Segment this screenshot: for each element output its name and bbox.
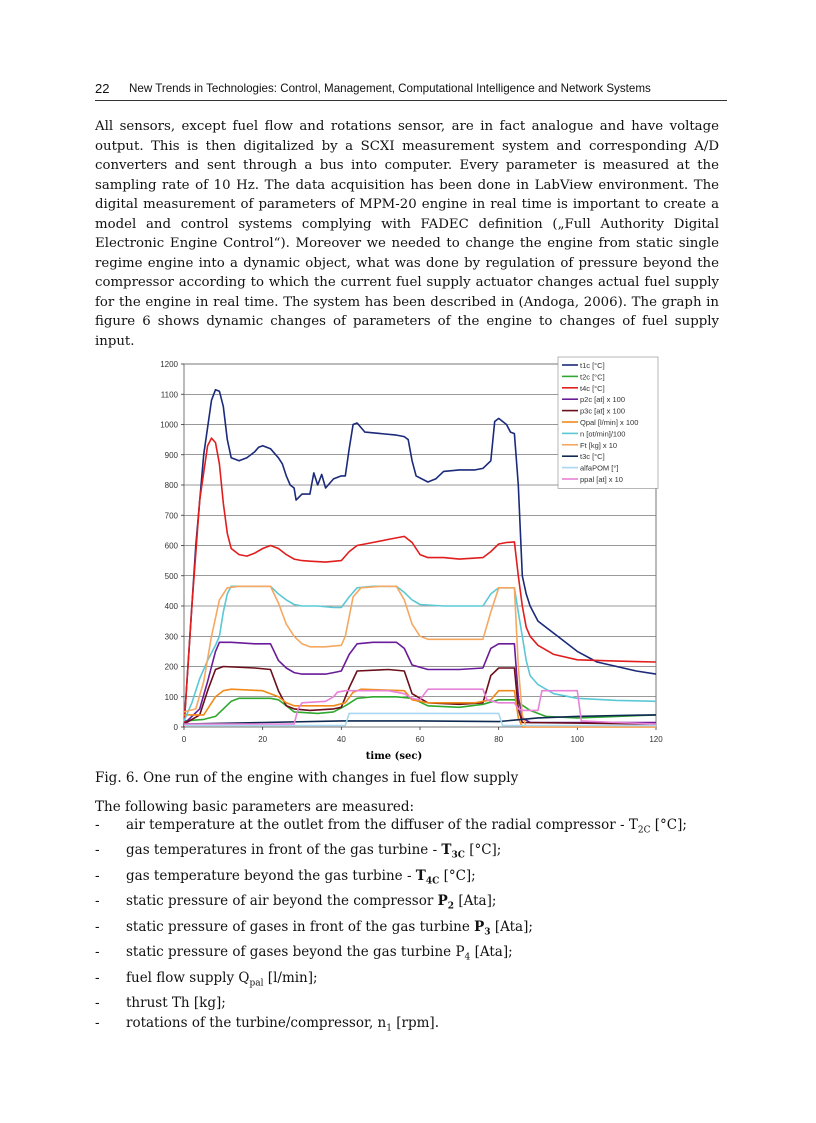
y-tick-label: 1100 bbox=[160, 390, 178, 400]
y-tick-label: 200 bbox=[164, 662, 178, 672]
list-item bbox=[95, 1014, 715, 1039]
list-intro: The following basic parameters are measured: bbox=[95, 799, 415, 815]
list-item-text: static pressure of gases beyond the gas turbine $P_4$ [Ata]; bbox=[126, 944, 513, 964]
figure-caption: Fig. 6. One run of the engine with changes in fuel flow supply bbox=[95, 770, 519, 786]
legend-label: alfaPOM [°] bbox=[580, 463, 619, 473]
y-tick-label: 1000 bbox=[160, 420, 178, 430]
x-axis-ticks bbox=[182, 727, 663, 744]
paragraph-line: compressor according to which the current fuel supply actuator changes actual fuel supply bbox=[95, 275, 719, 290]
paragraph-line: sampling rate of 10 Hz. The data acquisition has been done in LabView environment. The bbox=[95, 177, 719, 193]
list-item-text: static pressure of air beyond the compressor $P_2$ [Ata]; bbox=[126, 893, 497, 913]
list-dash: - bbox=[95, 817, 100, 833]
x-tick-label: 100 bbox=[570, 735, 585, 744]
x-tick-label: 120 bbox=[649, 735, 663, 744]
x-tick-label: 20 bbox=[258, 735, 268, 744]
legend-label: Qpal [l/min] x 100 bbox=[580, 418, 639, 427]
list-dash: - bbox=[95, 918, 100, 935]
y-tick-label: 600 bbox=[164, 541, 178, 551]
list-item-text: static pressure of gases in front of the gas turbine $P_3$ [Ata]; bbox=[126, 918, 533, 938]
legend-label: Ft [kg] x 10 bbox=[580, 440, 618, 450]
running-header bbox=[95, 80, 727, 101]
x-tick-label: 60 bbox=[415, 735, 425, 744]
list-item-text: fuel flow supply $Q_{pal}$ [l/min]; bbox=[126, 969, 318, 989]
paragraph-line: model and control systems complying with FADEC definition („Full Authority Digital bbox=[95, 216, 719, 232]
list-item-text: thrust Th [kg]; bbox=[126, 995, 226, 1012]
list-dash: - bbox=[95, 944, 100, 961]
legend-label: t1c [°C] bbox=[580, 361, 605, 370]
list-item-text: gas temperatures in front of the gas turbine - $T_{3C}$ [°C]; bbox=[126, 842, 502, 862]
y-tick-label: 100 bbox=[164, 692, 178, 702]
list-item-text: air temperature at the outlet from the diffuser of the radial compressor - $T_{2C}$ [°C]; bbox=[126, 817, 687, 836]
list-item-text: gas temperature beyond the gas turbine - $T_{4C}$ [°C]; bbox=[126, 867, 476, 887]
y-tick-label: 1200 bbox=[160, 360, 178, 369]
series-line bbox=[184, 689, 656, 724]
list-dash: - bbox=[95, 842, 100, 859]
series-line bbox=[184, 667, 656, 725]
legend-label: ppal [at] x 10 bbox=[580, 475, 623, 484]
paragraph-line: for the engine in real time. The system has been described in (Andoga, 2006). The graph in bbox=[95, 294, 719, 310]
x-tick-label: 40 bbox=[336, 735, 346, 744]
y-tick-label: 700 bbox=[164, 511, 178, 521]
figure-6-chart bbox=[140, 352, 670, 764]
book-title: New Trends in Technologies: Control, Management, Computational Intelligence and Network Systems bbox=[129, 82, 651, 95]
list-item bbox=[95, 892, 715, 917]
x-tick-label: 0 bbox=[181, 735, 187, 744]
paragraph-line: figure 6 shows dynamic changes of parameters of the engine to changes of fuel supply bbox=[95, 314, 719, 329]
y-tick-label: 900 bbox=[164, 450, 178, 460]
x-axis-label: time (sec) bbox=[365, 751, 423, 762]
series-line bbox=[184, 642, 656, 724]
paragraph-line: converters and sent through a bus into computer. Every parameter is measured at the bbox=[95, 158, 719, 173]
body-paragraph bbox=[95, 117, 719, 351]
y-tick-label: 500 bbox=[164, 571, 178, 581]
legend-label: t3c [°C] bbox=[580, 452, 605, 462]
y-tick-label: 0 bbox=[173, 723, 178, 732]
list-item bbox=[95, 867, 715, 892]
legend-label: n [ot/min]/100 bbox=[580, 429, 626, 439]
paragraph-line: digital measurement of parameters of MPM-20 engine in real time is important to create a bbox=[95, 197, 719, 212]
list-dash: - bbox=[95, 1015, 100, 1032]
legend-label: t4c [°C] bbox=[580, 383, 605, 393]
legend-label: p2c [at] x 100 bbox=[580, 395, 626, 405]
paragraph-line: All sensors, except fuel flow and rotations sensor, are in fact analogue and have voltage bbox=[95, 119, 719, 134]
list-item bbox=[95, 841, 715, 866]
paragraph-line: regime engine into a dynamic object, what was done by regulation of pressure beyond the bbox=[95, 255, 719, 271]
list-dash: - bbox=[95, 893, 100, 910]
paragraph-line: input. bbox=[95, 333, 135, 349]
list-item-text: rotations of the turbine/compressor, $n_1$ [rpm]. bbox=[126, 1015, 439, 1034]
paragraph-line: output. This is then digitalized by a SCXI measurement system and corresponding A/D bbox=[95, 138, 719, 154]
legend-label: p3c [at] x 100 bbox=[580, 406, 626, 416]
list-item bbox=[95, 918, 715, 943]
legend-label: t2c [°C] bbox=[580, 372, 605, 382]
page-number: 22 bbox=[95, 81, 110, 96]
parameter-list bbox=[95, 816, 715, 1040]
y-axis-ticks bbox=[160, 360, 184, 732]
list-item bbox=[95, 969, 715, 994]
series-line bbox=[184, 586, 656, 727]
list-item bbox=[95, 994, 715, 1014]
list-item bbox=[95, 816, 715, 841]
chart-legend bbox=[558, 357, 658, 488]
list-dash: - bbox=[95, 995, 100, 1012]
y-tick-label: 300 bbox=[164, 632, 178, 642]
list-dash: - bbox=[95, 867, 100, 884]
list-item bbox=[95, 943, 715, 968]
y-tick-label: 800 bbox=[164, 481, 178, 490]
y-tick-label: 400 bbox=[164, 602, 178, 611]
list-dash: - bbox=[95, 969, 100, 986]
paragraph-line: Electronic Engine Control“). Moreover we needed to change the engine from static single bbox=[95, 236, 719, 251]
x-tick-label: 80 bbox=[494, 735, 504, 744]
